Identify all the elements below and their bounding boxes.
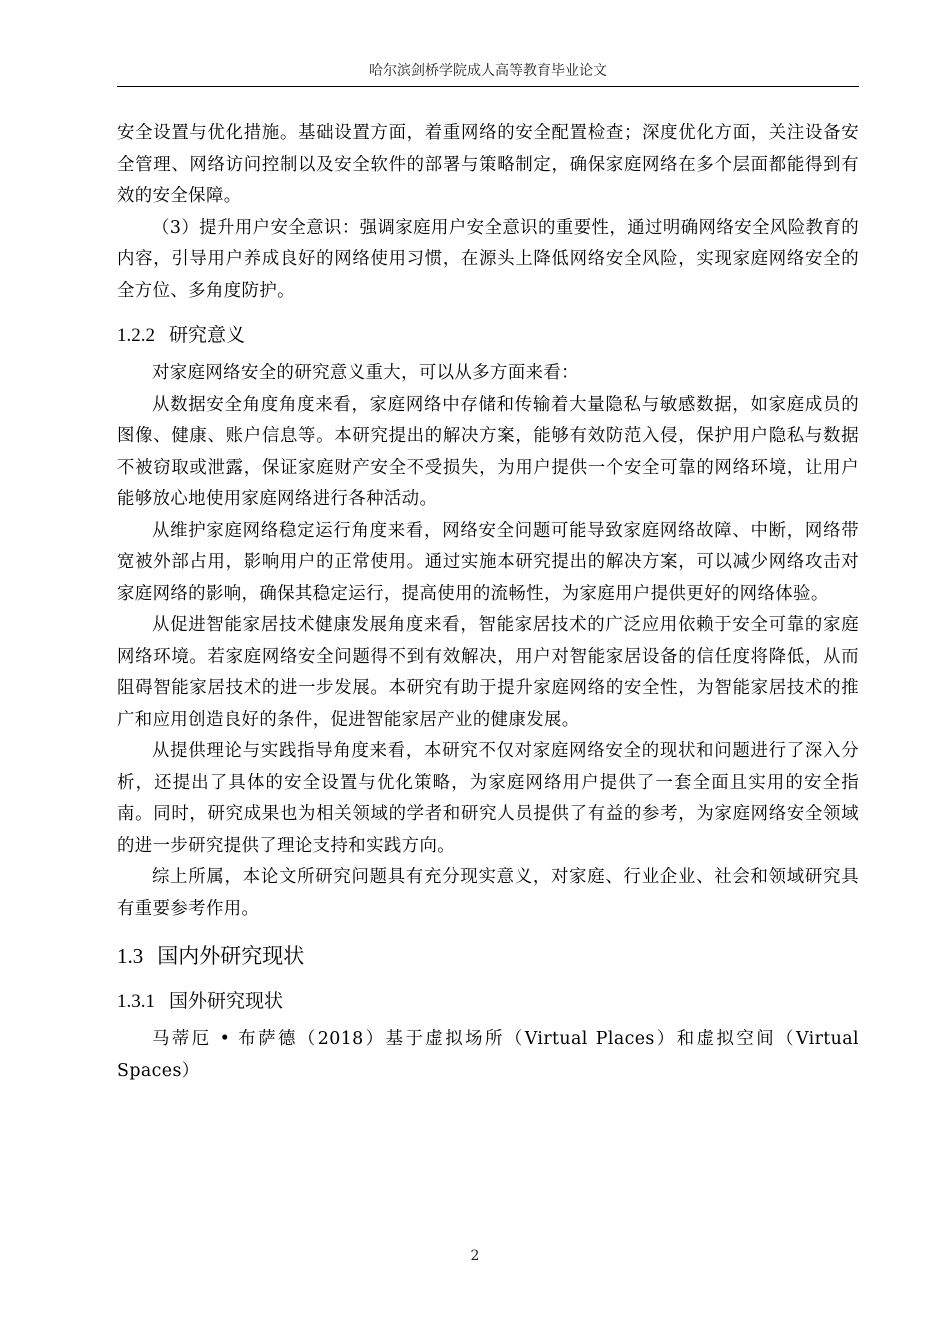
page-body [117,118,859,1087]
running-header: 哈尔滨剑桥学院成人高等教育毕业论文 [117,60,859,87]
section-number: 1.3 [117,944,144,968]
section-heading-1-3-1 [117,985,859,1018]
section-title: 国外研究现状 [169,990,284,1012]
section-number: 1.2.2 [117,325,155,346]
section-title: 研究意义 [169,324,246,346]
paragraph: 从维护家庭网络稳定运行角度来看，网络安全问题可能导致家庭网络故障、中断，网络带宽被外部占用，影响用户的正常使用。通过实施本研究提出的解决方案，可以减少网络攻击对家庭网络的影响，确保其稳定运行，提高使用的流畅性，为家庭用户提供更好的网络体验。 [117,520,859,604]
section-heading-1-2-2 [117,319,859,352]
section-title: 国内外研究现状 [157,944,305,968]
paragraph: 从提供理论与实践指导角度来看，本研究不仅对家庭网络安全的现状和问题进行了深入分析，还提出了具体的安全设置与优化策略，为家庭网络用户提供了一套全面且实用的安全指南。同时，研究成果也为相关领域的学者和研究人员提供了有益的参考，为家庭网络安全领域的进一步研究提供了理论支持和实践方向。 [117,741,859,856]
paragraph: 从促进智能家居技术健康发展角度来看，智能家居技术的广泛应用依赖于安全可靠的家庭网络环境。若家庭网络安全问题得不到有效解决，用户对智能家居设备的信任度将降低，从而阻碍智能家居技术的进一步发展。本研究有助于提升家庭网络的安全性，为智能家居技术的推广和应用创造良好的条件，促进智能家居产业的健康发展。 [117,615,859,730]
paragraph: （3）提升用户安全意识：强调家庭用户安全意识的重要性，通过明确网络安全风险教育的内容，引导用户养成良好的网络使用习惯，在源头上降低网络安全风险，实现家庭网络安全的全方位、多角度防护。 [117,217,859,301]
paragraph: 综上所属，本论文所研究问题具有充分现实意义，对家庭、行业企业、社会和领域研究具有重要参考作用。 [117,867,859,919]
section-number: 1.3.1 [117,991,155,1012]
section-heading-1-3 [117,939,859,973]
paragraph: 对家庭网络安全的研究意义重大，可以从多方面来看： [152,363,579,383]
paragraph: 安全设置与优化措施。基础设置方面，着重网络的安全配置检查；深度优化方面，关注设备安全管理、网络访问控制以及安全软件的部署与策略制定，确保家庭网络在多个层面都能得到有效的安全保障。 [117,123,859,206]
paragraph: 从数据安全角度角度来看，家庭网络中存储和传输着大量隐私与敏感数据，如家庭成员的图像、健康、账户信息等。本研究提出的解决方案，能够有效防范入侵，保护用户隐私与数据不被窃取或泄露，保证家庭财产安全不受损失，为用户提供一个安全可靠的网络环境，让用户能够放心地使用家庭网络进行各种活动。 [117,394,859,509]
paragraph: 马蒂厄 • 布萨德（2018）基于虚拟场所（Virtual Places）和虚拟空间（Virtual Spaces） [117,1029,859,1081]
page-number: 2 [470,1248,480,1264]
